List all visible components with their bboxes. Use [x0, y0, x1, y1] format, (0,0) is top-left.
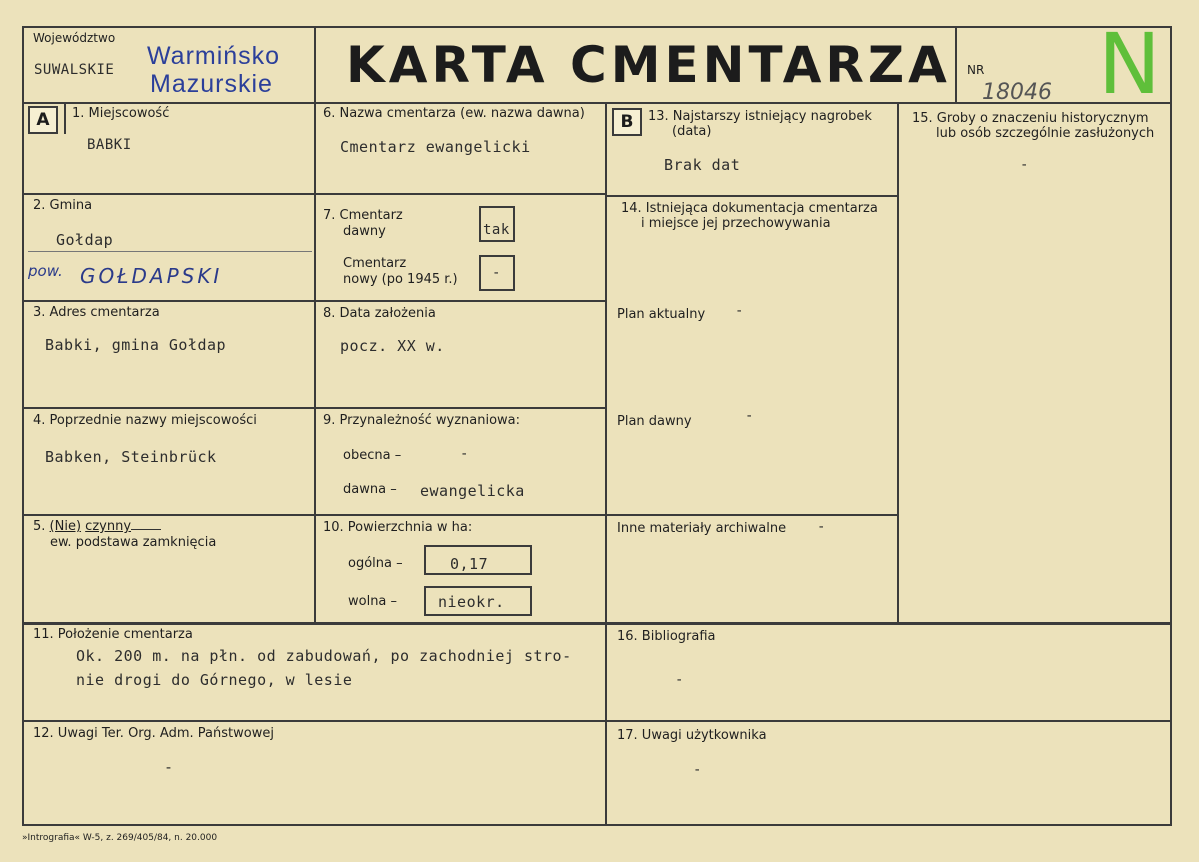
- field10-ogolna-value: 0,17: [450, 555, 489, 573]
- field1-label: 1. Miejscowość: [72, 106, 170, 121]
- plan-dawny-value: -: [745, 408, 754, 424]
- plan-dawny-label: Plan dawny: [617, 414, 692, 429]
- field11-label: 11. Położenie cmentarza: [33, 627, 193, 642]
- row-divider: [607, 195, 897, 197]
- wojewodztwo-label: Województwo: [33, 31, 116, 45]
- field17-label: 17. Uwagi użytkownika: [617, 728, 767, 743]
- field3-value: Babki, gmina Gołdap: [45, 336, 227, 354]
- field6-label: 6. Nazwa cmentarza (ew. nazwa dawna): [323, 106, 585, 121]
- field12-value: -: [164, 758, 174, 776]
- plan-aktualny-value: -: [735, 303, 744, 319]
- inne-materialy-value: -: [817, 519, 826, 535]
- field7-dawny-value: tak: [483, 222, 510, 238]
- field7-nowy-label2: nowy (po 1945 r.): [343, 272, 458, 287]
- row-divider: [24, 193, 314, 195]
- field2-pow-value: GOŁDAPSKI: [80, 264, 223, 288]
- field3-label: 3. Adres cmentarza: [33, 305, 160, 320]
- field2-label: 2. Gmina: [33, 198, 93, 213]
- card-title: KARTA CMENTARZA: [346, 36, 951, 94]
- row-divider: [314, 193, 605, 195]
- field2-value: Gołdap: [56, 231, 114, 249]
- row-divider: [24, 514, 897, 516]
- field15-label1: 15. Groby o znaczeniu historycznym: [912, 111, 1149, 126]
- field9-obecna-label: obecna –: [343, 448, 402, 463]
- field8-label: 8. Data założenia: [323, 306, 436, 321]
- field4-label: 4. Poprzednie nazwy miejscowości: [33, 413, 257, 428]
- field10-wolna-value: nieokr.: [438, 593, 505, 611]
- field11-line2: nie drogi do Górnego, w lesie: [76, 671, 353, 689]
- field12-label: 12. Uwagi Ter. Org. Adm. Państwowej: [33, 726, 274, 741]
- field13-value: Brak dat: [664, 156, 741, 174]
- field15-value: -: [1020, 157, 1029, 173]
- nr-value: 18046: [982, 80, 1052, 105]
- field7-nowy-label1: Cmentarz: [343, 256, 407, 271]
- field14-label1: 14. Istniejąca dokumentacja cmentarza: [621, 201, 878, 216]
- nr-label: NR: [967, 63, 985, 77]
- section-b-marker: [612, 108, 642, 136]
- row-divider: [24, 720, 1172, 722]
- region-line2: Mazurskie: [150, 70, 273, 98]
- field15-label2: lub osób szczególnie zasłużonych: [936, 126, 1155, 141]
- inne-materialy-label: Inne materiały archiwalne: [617, 521, 787, 536]
- field4-value: Babken, Steinbrück: [45, 448, 217, 466]
- plan-aktualny-label: Plan aktualny: [617, 307, 706, 322]
- row-divider: [24, 300, 605, 302]
- field9-obecna-value: -: [460, 446, 469, 462]
- field11-line1: Ok. 200 m. na płn. od zabudowań, po zachodniej stro-: [76, 647, 572, 665]
- field7-dawny-box: [479, 206, 515, 242]
- field8-value: pocz. XX w.: [340, 337, 445, 355]
- section-a-marker: [28, 106, 58, 134]
- field9-label: 9. Przynależność wyznaniowa:: [323, 413, 521, 428]
- field5-nie: (Nie): [49, 519, 82, 534]
- field10-ogolna-label: ogólna –: [348, 556, 403, 571]
- field16-label: 16. Bibliografia: [617, 629, 716, 644]
- field2-underline: [28, 251, 312, 252]
- field14-label2: i miejsce jej przechowywania: [641, 216, 831, 231]
- header-divider: [955, 28, 957, 104]
- column-divider: [314, 102, 316, 622]
- field10-label: 10. Powierzchnia w ha:: [323, 520, 473, 535]
- print-footer: »Intrografia« W-5, z. 269/405/84, n. 20.000: [22, 833, 218, 843]
- field16-value: -: [675, 672, 684, 688]
- column-divider: [605, 102, 607, 824]
- field7-dawny-label1: 7. Cmentarz: [323, 208, 403, 223]
- field5-czynny: czynny: [85, 519, 132, 534]
- row-divider: [24, 407, 605, 409]
- field13-label2: (data): [672, 124, 712, 139]
- region-line1: Warmińsko: [147, 42, 281, 70]
- field5-label: 5. (Nie) czynny: [33, 519, 161, 535]
- field9-dawna-value: ewangelicka: [420, 482, 525, 500]
- field6-value: Cmentarz ewangelicki: [340, 138, 531, 156]
- field1-value: BABKI: [87, 137, 132, 153]
- field13-label1: 13. Najstarszy istniejący nagrobek: [648, 109, 872, 124]
- stamp-letter: N: [1098, 15, 1161, 113]
- field10-ogolna-box: [424, 545, 532, 575]
- header-divider: [314, 28, 316, 102]
- field10-wolna-label: wolna –: [348, 594, 398, 609]
- section-a-letter: A: [36, 110, 50, 130]
- field10-wolna-box: [424, 586, 532, 616]
- section-b-letter: B: [620, 112, 634, 132]
- field7-nowy-box: [479, 255, 515, 291]
- field17-value: -: [693, 762, 702, 778]
- field9-dawna-label: dawna –: [343, 482, 397, 497]
- field7-nowy-value: -: [492, 265, 501, 281]
- wojewodztwo-typed: SUWALSKIE: [34, 62, 115, 78]
- section-a-tick: [64, 104, 66, 134]
- field7-dawny-label2: dawny: [343, 224, 386, 239]
- field5-sublabel: ew. podstawa zamknięcia: [50, 535, 217, 550]
- column-divider: [897, 102, 899, 622]
- field2-pow-prefix: pow.: [28, 262, 63, 280]
- row-divider: [24, 622, 1172, 625]
